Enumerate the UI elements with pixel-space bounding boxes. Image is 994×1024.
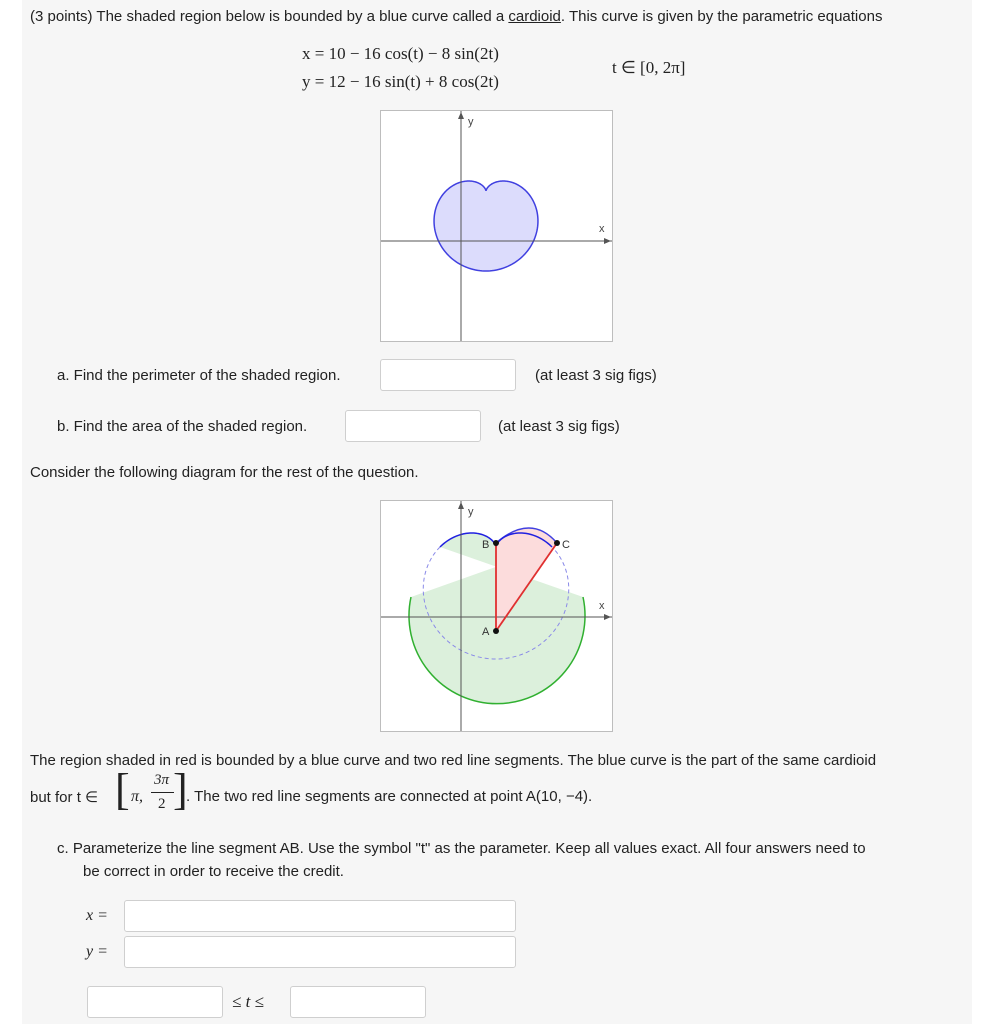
cardioid-link[interactable]: cardioid xyxy=(508,8,561,25)
cardioid-shaded-region xyxy=(434,181,538,271)
perimeter-input[interactable] xyxy=(380,359,516,391)
x-axis-arrow xyxy=(604,238,611,244)
interval-start: π, xyxy=(131,788,144,805)
intro-text: (3 points) The shaded region below is bounded by a blue curve called a cardioid. This curve is given by the parametric equations xyxy=(30,8,883,25)
x-axis-arrow xyxy=(604,614,611,620)
y-param-input[interactable] xyxy=(124,936,516,968)
x-equals-label: x = xyxy=(86,907,108,924)
cardioid-plot xyxy=(381,111,612,341)
y-axis-arrow xyxy=(458,112,464,119)
y-equals-label: y = xyxy=(86,943,108,960)
y-axis-arrow xyxy=(458,502,464,509)
t-max-input[interactable] xyxy=(290,986,426,1018)
fraction-denominator: 2 xyxy=(158,796,166,812)
t-min-input[interactable] xyxy=(87,986,223,1018)
point-c xyxy=(554,540,560,546)
interval-right-bracket: ] xyxy=(173,765,188,814)
point-a-label: A xyxy=(482,626,490,638)
x-axis-label: x xyxy=(599,223,605,235)
equation-y: y = 12 − 16 sin(t) + 8 cos(2t) xyxy=(302,72,499,91)
part-c-line2: be correct in order to receive the credit. xyxy=(83,863,344,880)
x-param-input[interactable] xyxy=(124,900,516,932)
area-input[interactable] xyxy=(345,410,481,442)
part-a-label: a. Find the perimeter of the shaded region. xyxy=(57,367,341,384)
x-axis-label: x xyxy=(599,600,605,612)
cardioid-graph xyxy=(380,110,613,342)
fraction-bar xyxy=(151,792,174,793)
point-b xyxy=(493,540,499,546)
part-c-line1: c. Parameterize the line segment AB. Use the symbol "t" as the parameter. Keep all values exact. All four answers need to xyxy=(57,840,866,857)
region-description: The region shaded in red is bounded by a blue curve and two red line segments. The blue curve is the part of the same cardioid xyxy=(30,752,877,769)
region-plot xyxy=(381,501,612,731)
point-a xyxy=(493,628,499,634)
y-axis-label: y xyxy=(468,116,474,128)
t-range-inequality: ≤ t ≤ xyxy=(232,992,264,1011)
y-axis-label: y xyxy=(468,506,474,518)
consider-text: Consider the following diagram for the rest of the question. xyxy=(30,464,419,481)
equation-x: x = 10 − 16 cos(t) − 8 sin(2t) xyxy=(302,44,499,63)
region-description-suffix: . The two red line segments are connected at point A(10, −4). xyxy=(186,788,593,805)
region-diagram xyxy=(380,500,613,732)
t-range: t ∈ [0, 2π] xyxy=(612,58,686,77)
fraction-numerator: 3π xyxy=(154,772,170,788)
part-b-label: b. Find the area of the shaded region. xyxy=(57,418,308,435)
part-a-hint: (at least 3 sig figs) xyxy=(535,367,657,384)
t-interval-prefix: but for t ∈ xyxy=(30,789,99,806)
point-c-label: C xyxy=(562,539,570,551)
point-b-label: B xyxy=(482,539,490,551)
interval-left-bracket: [ xyxy=(115,765,130,814)
part-b-hint: (at least 3 sig figs) xyxy=(498,418,620,435)
